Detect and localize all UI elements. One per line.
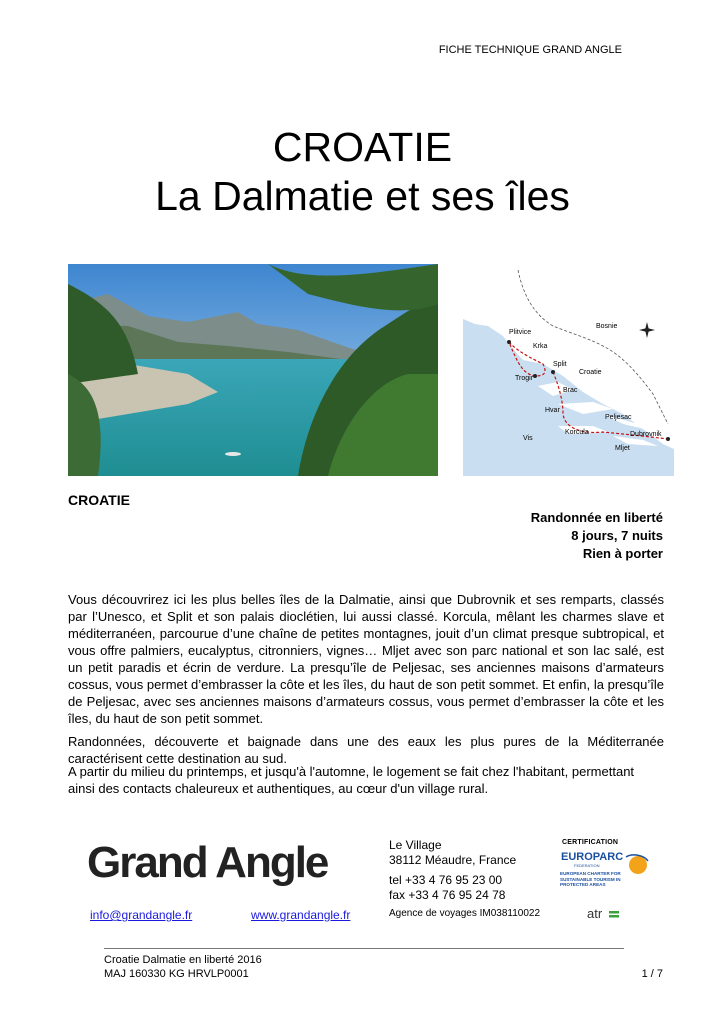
company-telephone: tel +33 4 76 95 23 00 — [389, 873, 503, 887]
trip-luggage: Rien à porter — [582, 546, 663, 561]
map-label-dubrovnik: Dubrovnik — [630, 431, 662, 438]
map-label-korcula: Korcula — [565, 429, 589, 436]
svg-text:FEDERATION: FEDERATION — [574, 863, 600, 868]
country-heading: CROATIE — [68, 492, 130, 508]
certification-label: CERTIFICATION — [562, 839, 619, 846]
trip-duration: 8 jours, 7 nuits — [571, 528, 663, 543]
map-label-vis: Vis — [523, 435, 533, 442]
landscape-photo — [68, 264, 438, 476]
map-label-peljesac: Peljesac — [605, 414, 632, 421]
company-address-line1: Le Village — [389, 838, 442, 852]
page-number: 1 / 7 — [641, 968, 663, 980]
map-label-trogir: Trogir — [515, 375, 534, 382]
description-paragraph-3: A partir du milieu du printemps, et jusqu'à l'automne, le logement se fait chez l'habitant, permettant ainsi des contacts chaleureux et authentiques, au cœur d'un village rural. — [68, 764, 635, 796]
company-fax: fax +33 4 76 95 24 78 — [389, 888, 506, 902]
map-label-bosnie: Bosnie — [596, 323, 618, 330]
map-label-mljet: Mljet — [615, 445, 630, 452]
atr-logo — [585, 905, 625, 925]
company-address-line2: 38112 Méaudre, France — [389, 853, 517, 867]
map-label-plitvice: Plitvice — [509, 329, 532, 336]
map-label-croatie: Croatie — [579, 369, 602, 376]
description-paragraph-1: Vous découvrirez ici les plus belles îles de la Dalmatie, ainsi que Dubrovnik et ses remparts, classés par l’Unesco, et Split et son palais dioclétien, lui aussi classé. Korcula, mêlant les charmes slave et méditerranéen, parcourue d’une chaîne de petites montagnes, jouit d’un climat presque subtropical, et vous offre palmiers, eucalyptus, citronniers, vignes… Mljet avec son parc national et son lac salé, est un petit paradis et écrin de verdure. La presqu’île de Peljesac, ses anciennes maisons d’armateurs cossus, vous permet d’embrasser la côte et les îles, du haut de son petit sommet. Et enfin, la presqu’île de Peljesac, avec ses anciennes maisons d’armateurs cossus, vous permet d’embrasser la côte et les îles, du haut de son petit sommet. — [68, 592, 664, 726]
email-link[interactable]: info@grandangle.fr — [90, 908, 193, 922]
svg-text:EUROPARC: EUROPARC — [561, 851, 624, 863]
footer-doc-title: Croatie Dalmatie en liberté 2016 — [104, 954, 262, 966]
map-label-hvar: Hvar — [545, 407, 560, 414]
grand-angle-logo — [87, 833, 357, 893]
svg-text:atr: atr — [587, 906, 603, 921]
route-map — [463, 264, 674, 476]
description-paragraph-2: Randonnées, découverte et baignade dans une des eaux les plus pures de la Méditerranée caractérisent cette destination au sud. — [68, 734, 664, 766]
map-label-split: Split — [553, 361, 567, 368]
footer-doc-reference: MAJ 160330 KG HRVLP0001 — [104, 968, 249, 980]
document-header-label: FICHE TECHNIQUE GRAND ANGLE — [438, 44, 622, 56]
map-label-krka: Krka — [533, 343, 548, 350]
agency-license: Agence de voyages IM038110022 — [389, 908, 541, 919]
footer-divider — [104, 948, 624, 949]
website-link[interactable]: www.grandangle.fr — [251, 908, 351, 922]
svg-text:Grand Angle: Grand Angle — [87, 838, 328, 887]
trip-type: Randonnée en liberté — [530, 510, 663, 525]
page-subtitle: La Dalmatie et ses îles — [155, 173, 570, 219]
map-label-brac: Brac — [563, 387, 578, 394]
page-title: CROATIE — [272, 124, 453, 170]
europarc-logo: EUROPARC FEDERATION EUROPEAN CHARTER FOR SUSTAINABLE TOURISM IN PROTECTED AREAS — [560, 849, 652, 897]
